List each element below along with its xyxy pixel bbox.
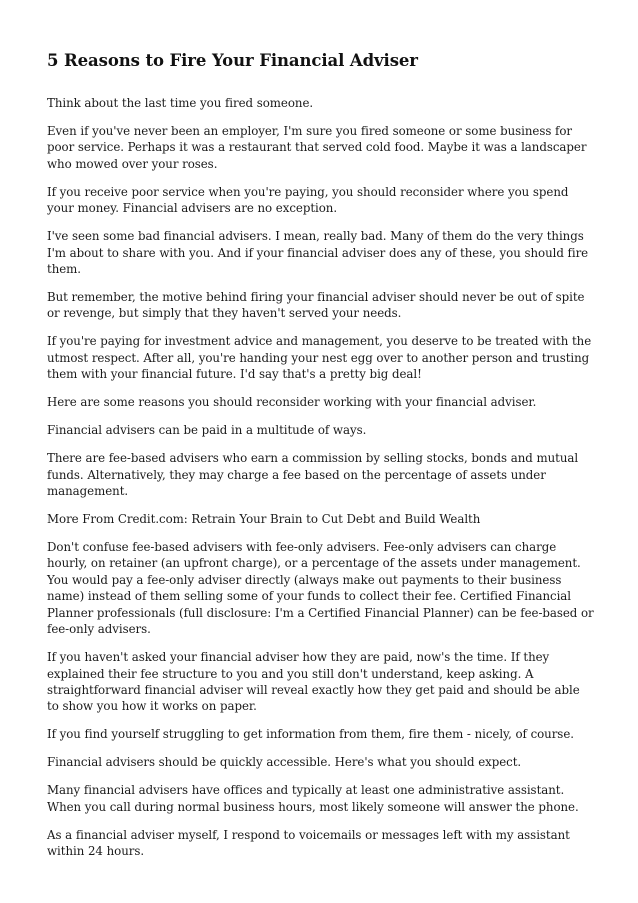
paragraph: Here are some reasons you should reconsider working with your financial adviser. [47,395,537,410]
paragraph: More From Credit.com: Retrain Your Brain to Cut Debt and Build Wealth [47,512,481,527]
paragraph: There are fee-based advisers who earn a commission by selling stocks, bonds and mutual funds. Alternatively, they may charge a fee based on the percentage of assets under management. [47,451,579,499]
paragraph: If you find yourself struggling to get information from them, fire them - nicely, of course. [47,727,574,742]
paragraph: Financial advisers can be paid in a multitude of ways. [47,423,367,438]
paragraph: Think about the last time you fired someone. [47,96,314,110]
paragraph: Financial advisers should be quickly accessible. Here's what you should expect. [47,755,522,770]
document-page [47,50,595,871]
paragraph: As a financial adviser myself, I respond to voicemails or messages left with my assistant within 24 hours. [47,827,570,859]
paragraph: Many financial advisers have offices and typically at least one administrative assistant. When you call during normal business hours, most likely someone will answer the phone. [47,783,579,814]
paragraph: I've seen some bad financial advisers. I mean, really bad. Many of them do the very things I'm about to share with you. And if your financial adviser does any of these, you should fire them. [47,229,589,277]
paragraph: Don't confuse fee-based advisers with fee-only advisers. Fee-only advisers can charge hourly, on retainer (an upfront charge), or a percentage of the assets under management. You would pay a fee-only adviser directly (always make out payments to their business name) instead of them selling some of your funds to collect their fee. Certified Financial Planner professionals (full disclosure: I'm a Certified Financial Planner) can be fee-based or fee-only advisers. [47,540,594,637]
paragraph: But remember, the motive behind firing your financial adviser should never be out of spite or revenge, but simply that they haven't served your needs. [47,290,585,321]
paragraph: If you receive poor service when you're paying, you should reconsider where you spend your money. Financial advisers are no exception. [47,184,569,216]
document-title: 5 Reasons to Fire Your Financial Adviser [47,51,418,70]
paragraph: Even if you've never been an employer, I'm sure you fired someone or some business for poor service. Perhaps it was a restaurant that served cold food. Maybe it was a landscaper who mowed over your roses. [47,124,587,171]
paragraph: If you haven't asked your financial adviser how they are paid, now's the time. If they explained their fee structure to you and you still don't understand, keep asking. A straightforward financial adviser will reveal exactly how they get paid and should be able to show you how it works on paper. [47,650,580,714]
paragraph: If you're paying for investment advice and management, you deserve to be treated with the utmost respect. After all, you're handing your nest egg over to another person and trusting them with your financial future. I'd say that's a pretty big deal! [47,334,592,382]
